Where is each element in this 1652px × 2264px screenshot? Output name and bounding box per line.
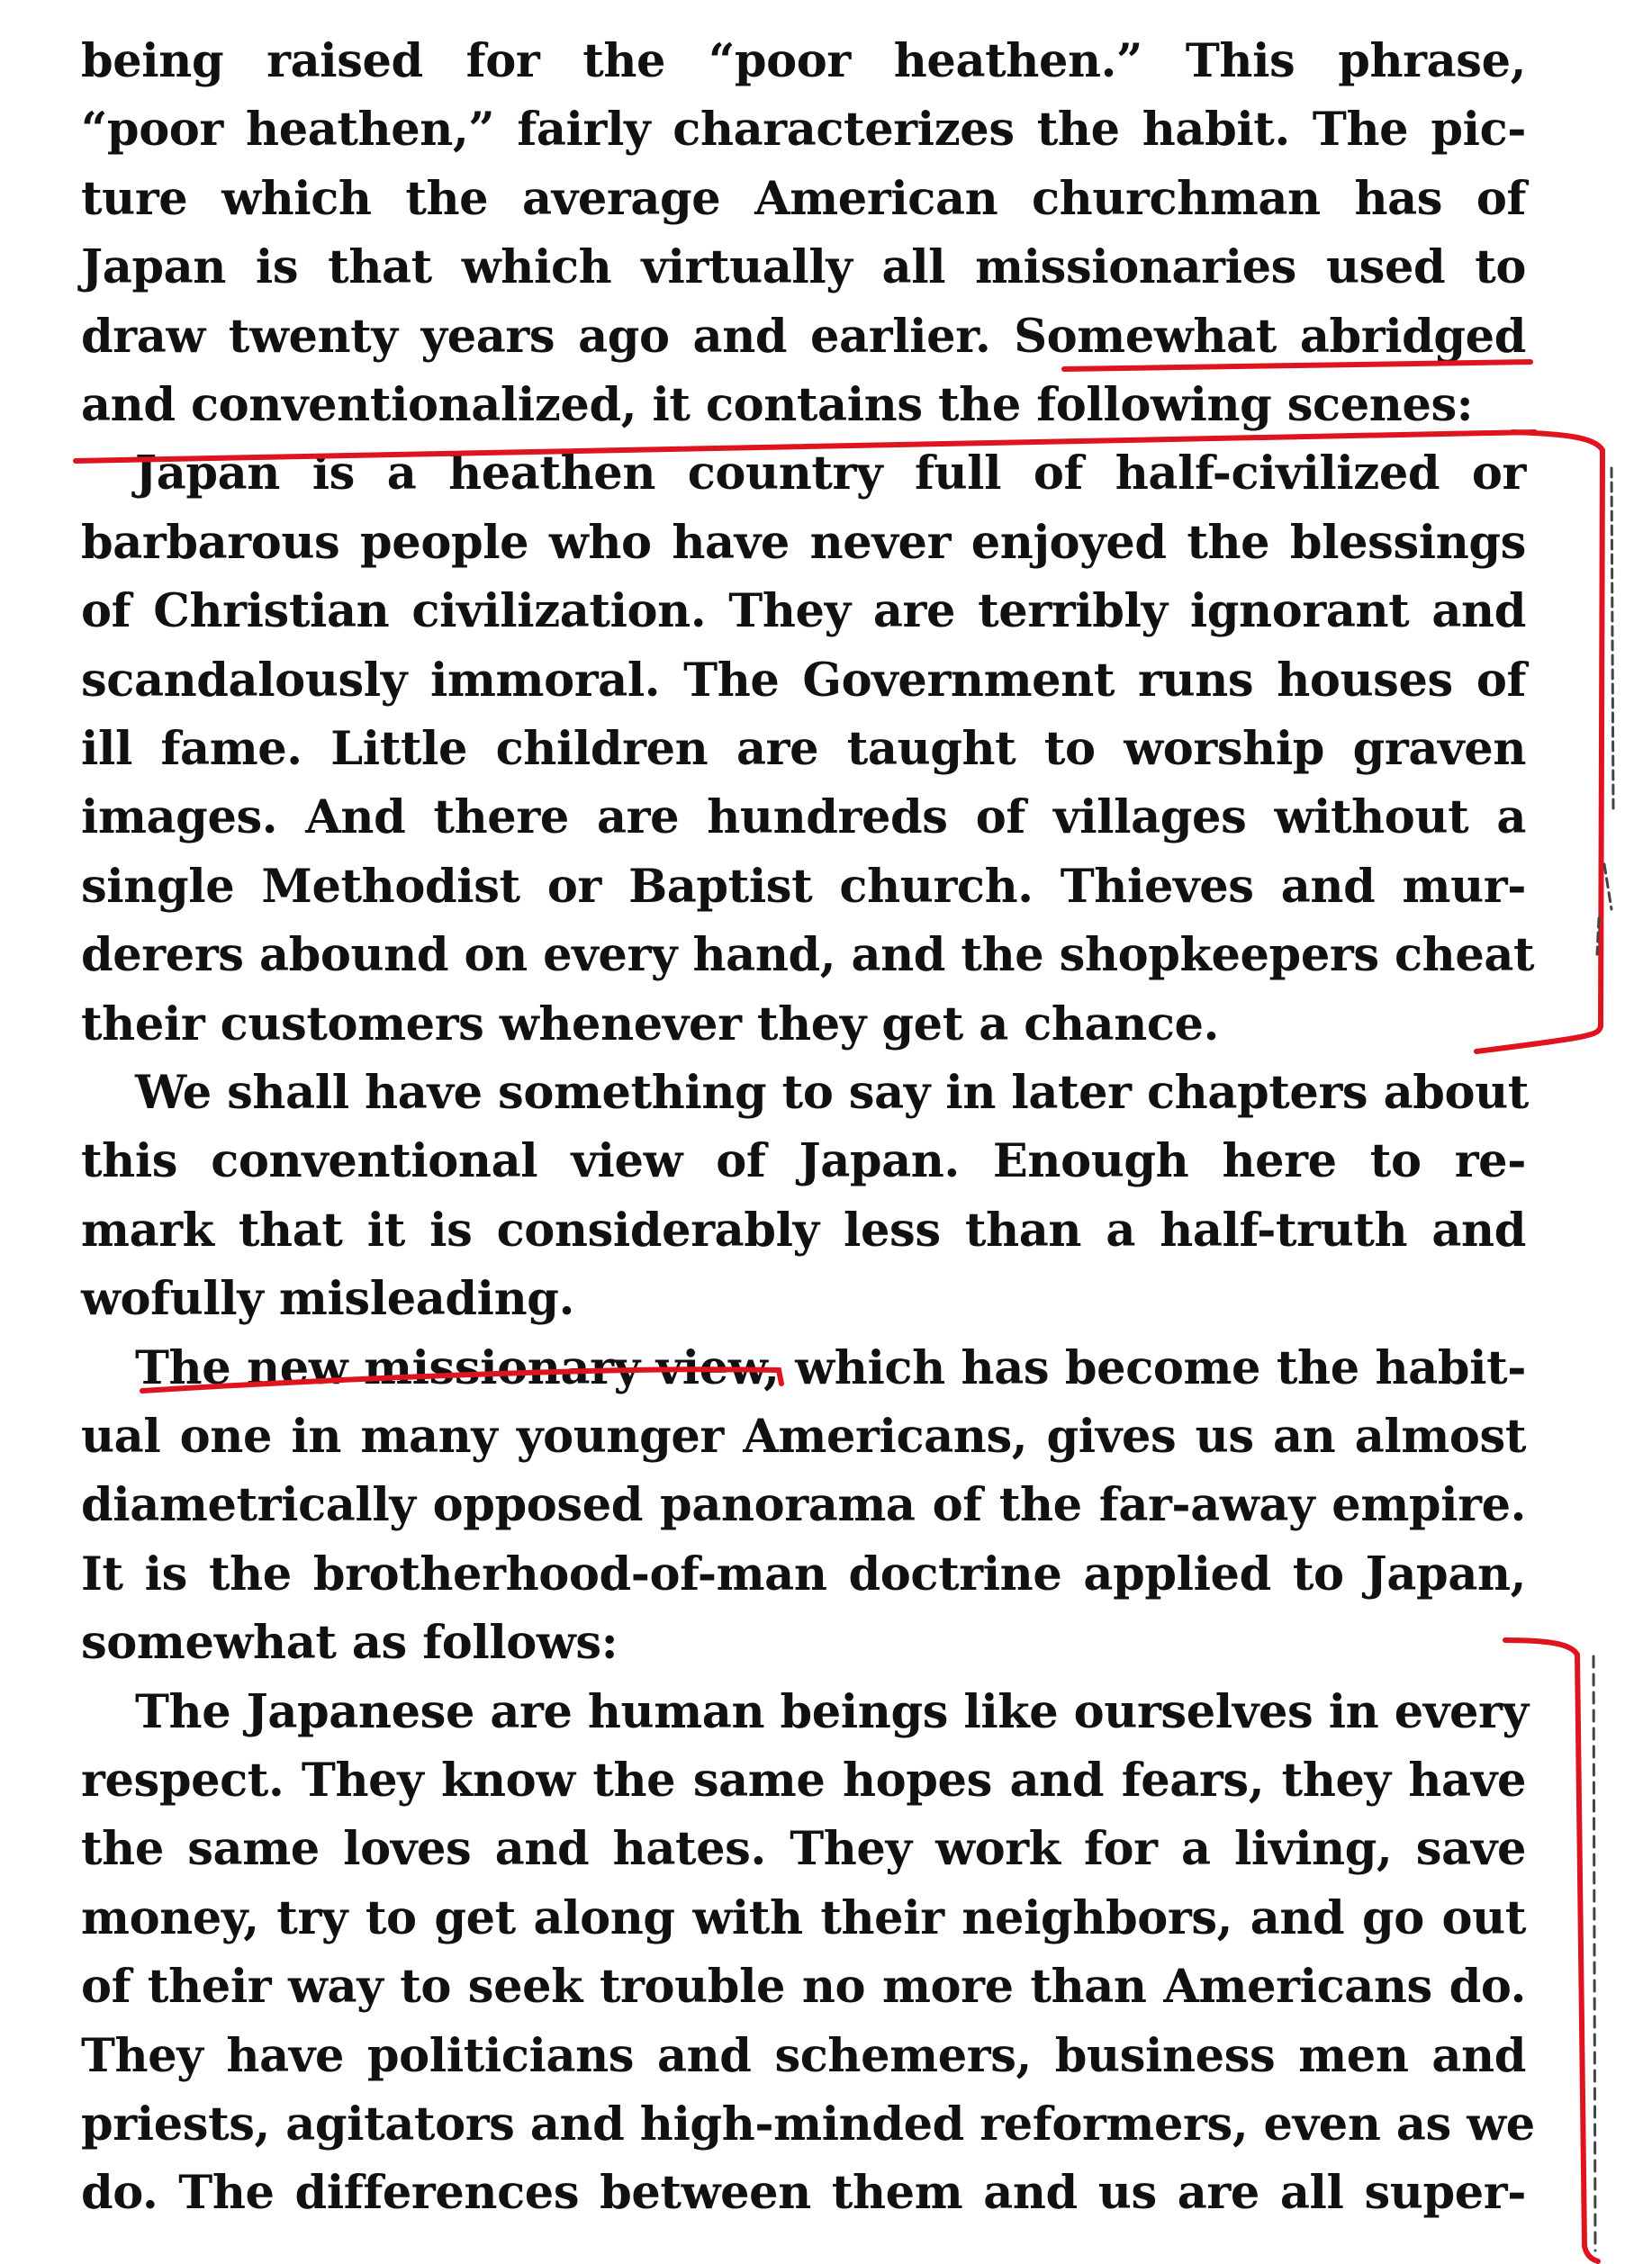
text-line: derers abound on every hand, and the shopkeepers cheat — [81, 928, 1535, 983]
text-line: of Christian civilization. They are terribly ignorant and — [81, 584, 1526, 639]
text-line: The Japanese are human beings like ourselves in every — [135, 1684, 1529, 1739]
text-line: priests, agitators and high-minded reformers, even as we — [81, 2097, 1535, 2151]
text-line: “poor heathen,” fairly characterizes the habit. The pic- — [81, 103, 1526, 158]
text-line: their customers whenever they get a chance. — [81, 997, 1219, 1051]
text-line: images. And there are hundreds of villages without a — [81, 790, 1526, 845]
text-line: respect. They know the same hopes and fears, they have — [81, 1754, 1526, 1808]
text-line: ill fame. Little children are taught to worship graven — [81, 722, 1526, 776]
text-line: draw twenty years ago and earlier. Somewhat abridged — [81, 309, 1526, 364]
text-line: wofully misleading. — [81, 1272, 574, 1327]
text-line: diametrically opposed panorama of the far-away empire. — [81, 1478, 1526, 1533]
text-line: ual one in many younger Americans, gives us an almost — [81, 1410, 1526, 1464]
text-line: ture which the average American churchman has of — [81, 171, 1526, 226]
text-line: money, try to get along with their neighbors, and go out — [81, 1890, 1526, 1945]
text-line: We shall have something to say in later chapters about — [135, 1066, 1529, 1120]
text-line: and conventionalized, it contains the following scenes: — [81, 378, 1474, 432]
text-line: the same loves and hates. They work for a living, save — [81, 1822, 1526, 1877]
text-line: this conventional view of Japan. Enough here to re- — [81, 1134, 1526, 1189]
text-line: single Methodist or Baptist church. Thieves and mur- — [81, 859, 1526, 914]
text-line: of their way to seek trouble no more than Americans do. — [81, 1960, 1526, 2015]
text-line: They have politicians and schemers, business men and — [81, 2028, 1526, 2083]
text-line: Japan is a heathen country full of half-civilized or — [135, 446, 1526, 501]
text-line: Japan is that which virtually all missionaries used to — [81, 240, 1526, 295]
text-line: It is the brotherhood-of-man doctrine applied to Japan, — [81, 1547, 1526, 1601]
text-line: barbarous people who have never enjoyed the blessings — [81, 515, 1526, 570]
text-line: do. The differences between them and us are all super- — [81, 2166, 1526, 2221]
text-line: The new missionary view, which has become the habit- — [135, 1340, 1526, 1395]
pencil-mark-upper — [1597, 468, 1613, 954]
text-line: mark that it is considerably less than a half-truth and — [81, 1203, 1526, 1258]
text-line: scandalously immoral. The Government runs houses of — [81, 653, 1526, 708]
pencil-mark-lower — [1593, 1656, 1595, 2250]
text-line: somewhat as follows: — [81, 1616, 618, 1671]
text-line: being raised for the “poor heathen.” This phrase, — [81, 34, 1526, 88]
